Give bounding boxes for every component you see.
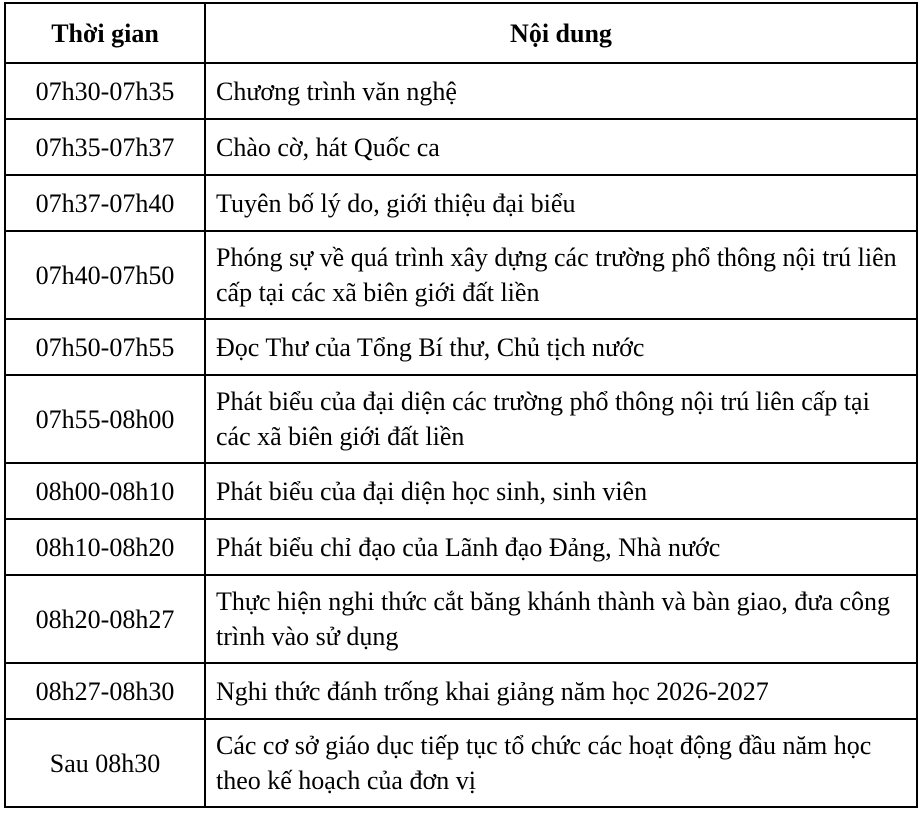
row-time: 07h55-08h00 [5,375,205,463]
table-row [5,719,917,807]
row-content: Phóng sự về quá trình xây dựng các trường phổ thông nội trú liên cấp tại các xã biên giới đất liền [205,231,917,319]
table-row [5,319,917,375]
row-time: Sau 08h30 [5,719,205,807]
table-header [5,3,917,63]
row-time: 08h27-08h30 [5,663,205,719]
header-row [5,3,917,63]
row-time: 08h20-08h27 [5,575,205,663]
table-row [5,463,917,519]
table-row [5,175,917,231]
row-content: Phát biểu của đại diện học sinh, sinh viên [205,463,917,519]
row-content: Chào cờ, hát Quốc ca [205,119,917,175]
row-content: Tuyên bố lý do, giới thiệu đại biểu [205,175,917,231]
row-content: Các cơ sở giáo dục tiếp tục tổ chức các hoạt động đầu năm học theo kế hoạch của đơn vị [205,719,917,807]
row-time: 08h10-08h20 [5,519,205,575]
row-time: 07h30-07h35 [5,63,205,119]
row-time: 07h40-07h50 [5,231,205,319]
row-content: Phát biểu chỉ đạo của Lãnh đạo Đảng, Nhà nước [205,519,917,575]
row-content: Chương trình văn nghệ [205,63,917,119]
row-time: 07h37-07h40 [5,175,205,231]
schedule-table [4,2,918,808]
table-row [5,231,917,319]
table-row [5,519,917,575]
row-content: Phát biểu của đại diện các trường phổ thông nội trú liên cấp tại các xã biên giới đất liền [205,375,917,463]
table-row [5,663,917,719]
header-content: Nội dung [205,3,917,63]
header-time: Thời gian [5,3,205,63]
row-time: 07h50-07h55 [5,319,205,375]
row-time: 07h35-07h37 [5,119,205,175]
row-content: Thực hiện nghi thức cắt băng khánh thành và bàn giao, đưa công trình vào sử dụng [205,575,917,663]
table-body [5,63,917,807]
row-content: Đọc Thư của Tổng Bí thư, Chủ tịch nước [205,319,917,375]
table-row [5,63,917,119]
table-row [5,575,917,663]
table-row [5,119,917,175]
row-time: 08h00-08h10 [5,463,205,519]
table-row [5,375,917,463]
row-content: Nghi thức đánh trống khai giảng năm học 2026-2027 [205,663,917,719]
